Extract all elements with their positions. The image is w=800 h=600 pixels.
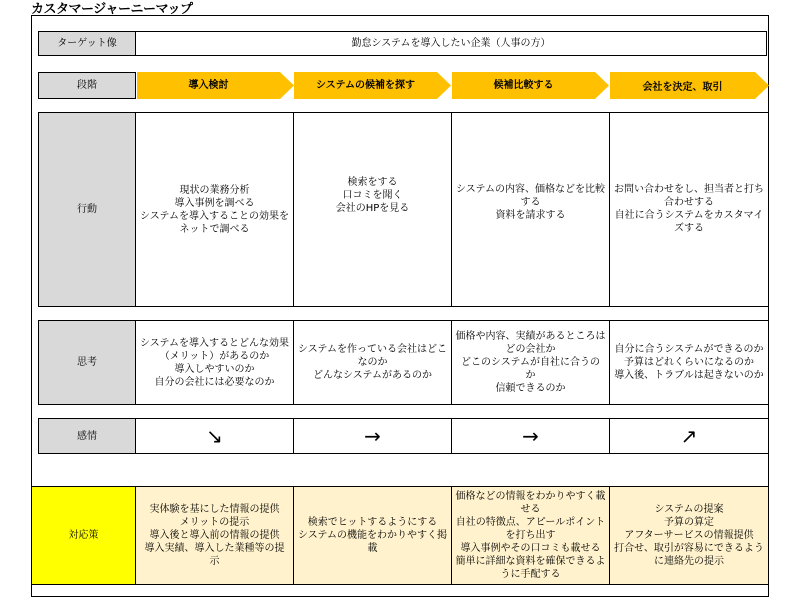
response-cell: 検索でヒットするようにする システムの機能をわかりやすく掲 載 [293,486,452,585]
thinking-label: 思考 [38,320,136,405]
action-cell: 検索をする 口コミを聞く 会社のHPを見る [293,112,452,307]
stage-label-text: 導入検討 [188,80,229,91]
target-value: 勤怠システムを導入したい企業（人事の方） [135,31,767,56]
emotion-down-right-arrow-icon: ↘ [135,418,294,454]
action-label: 行動 [38,112,136,307]
action-cell: 現状の業務分析 導入事例を調べる システムを導入することの効果を ネットで調べる [135,112,294,307]
thinking-cell: 価格や内容、実績があるところは どの会社か どこのシステムが自社に合うの か 信頼できるのか [451,320,610,405]
target-label: ターゲット像 [38,31,136,56]
thinking-cell: システムを作っている会社はどこ なのか どんなシステムがあるのか [293,320,452,405]
thinking-cell: 自分に合うシステムができるのか 予算はどれくらいになるのか 導入後、トラブルは起きないのか [609,320,769,405]
stage-label-text: 候補比較する [493,80,554,91]
action-cell: システムの内容、価格などを比較 する 資料を請求する [451,112,610,307]
stage-label-text: システムの候補を探す [316,80,415,91]
stage-label: 段階 [38,72,136,99]
stage-arrow-4 [610,72,769,99]
page-title: カスタマージャーニーマップ [31,2,193,17]
action-cell: お問い合わせをし、担当者と打ち 合わせする 自社に合うシステムをカスタマイ ズする [609,112,769,307]
stage-arrow-1 [137,72,294,99]
thinking-cell: システムを導入するとどんな効果 （メリット）があるのか 導入しやすいのか 自分の会社には必要なのか [135,320,294,405]
emotion-up-right-arrow-icon: ↗ [609,418,769,454]
stage-arrow-3 [452,72,609,99]
emotion-right-arrow-icon: → [293,418,452,454]
emotion-right-arrow-icon: → [451,418,610,454]
response-cell: 価格などの情報をわかりやすく載 せる 自社の特徴点、アピールポイント を打ち出す 導入事例やその口コミも載せる 簡単に詳細な資料を確保できるよ うに手配する [451,486,610,585]
response-cell: システムの提案 予算の算定 アフターサービスの情報提供 打合せ、取引が容易にできるよう に連絡先の提示 [609,486,769,585]
emotion-label: 感情 [38,418,136,454]
response-cell: 実体験を基にした情報の提供 メリットの提示 導入後と導入前の情報の提供 導入実績、導入した業種等の提 示 [135,486,294,585]
stage-arrow-2 [294,72,451,99]
response-label: 対応策 [31,486,136,585]
stage-label-text: 会社を決定、取引 [642,82,723,93]
